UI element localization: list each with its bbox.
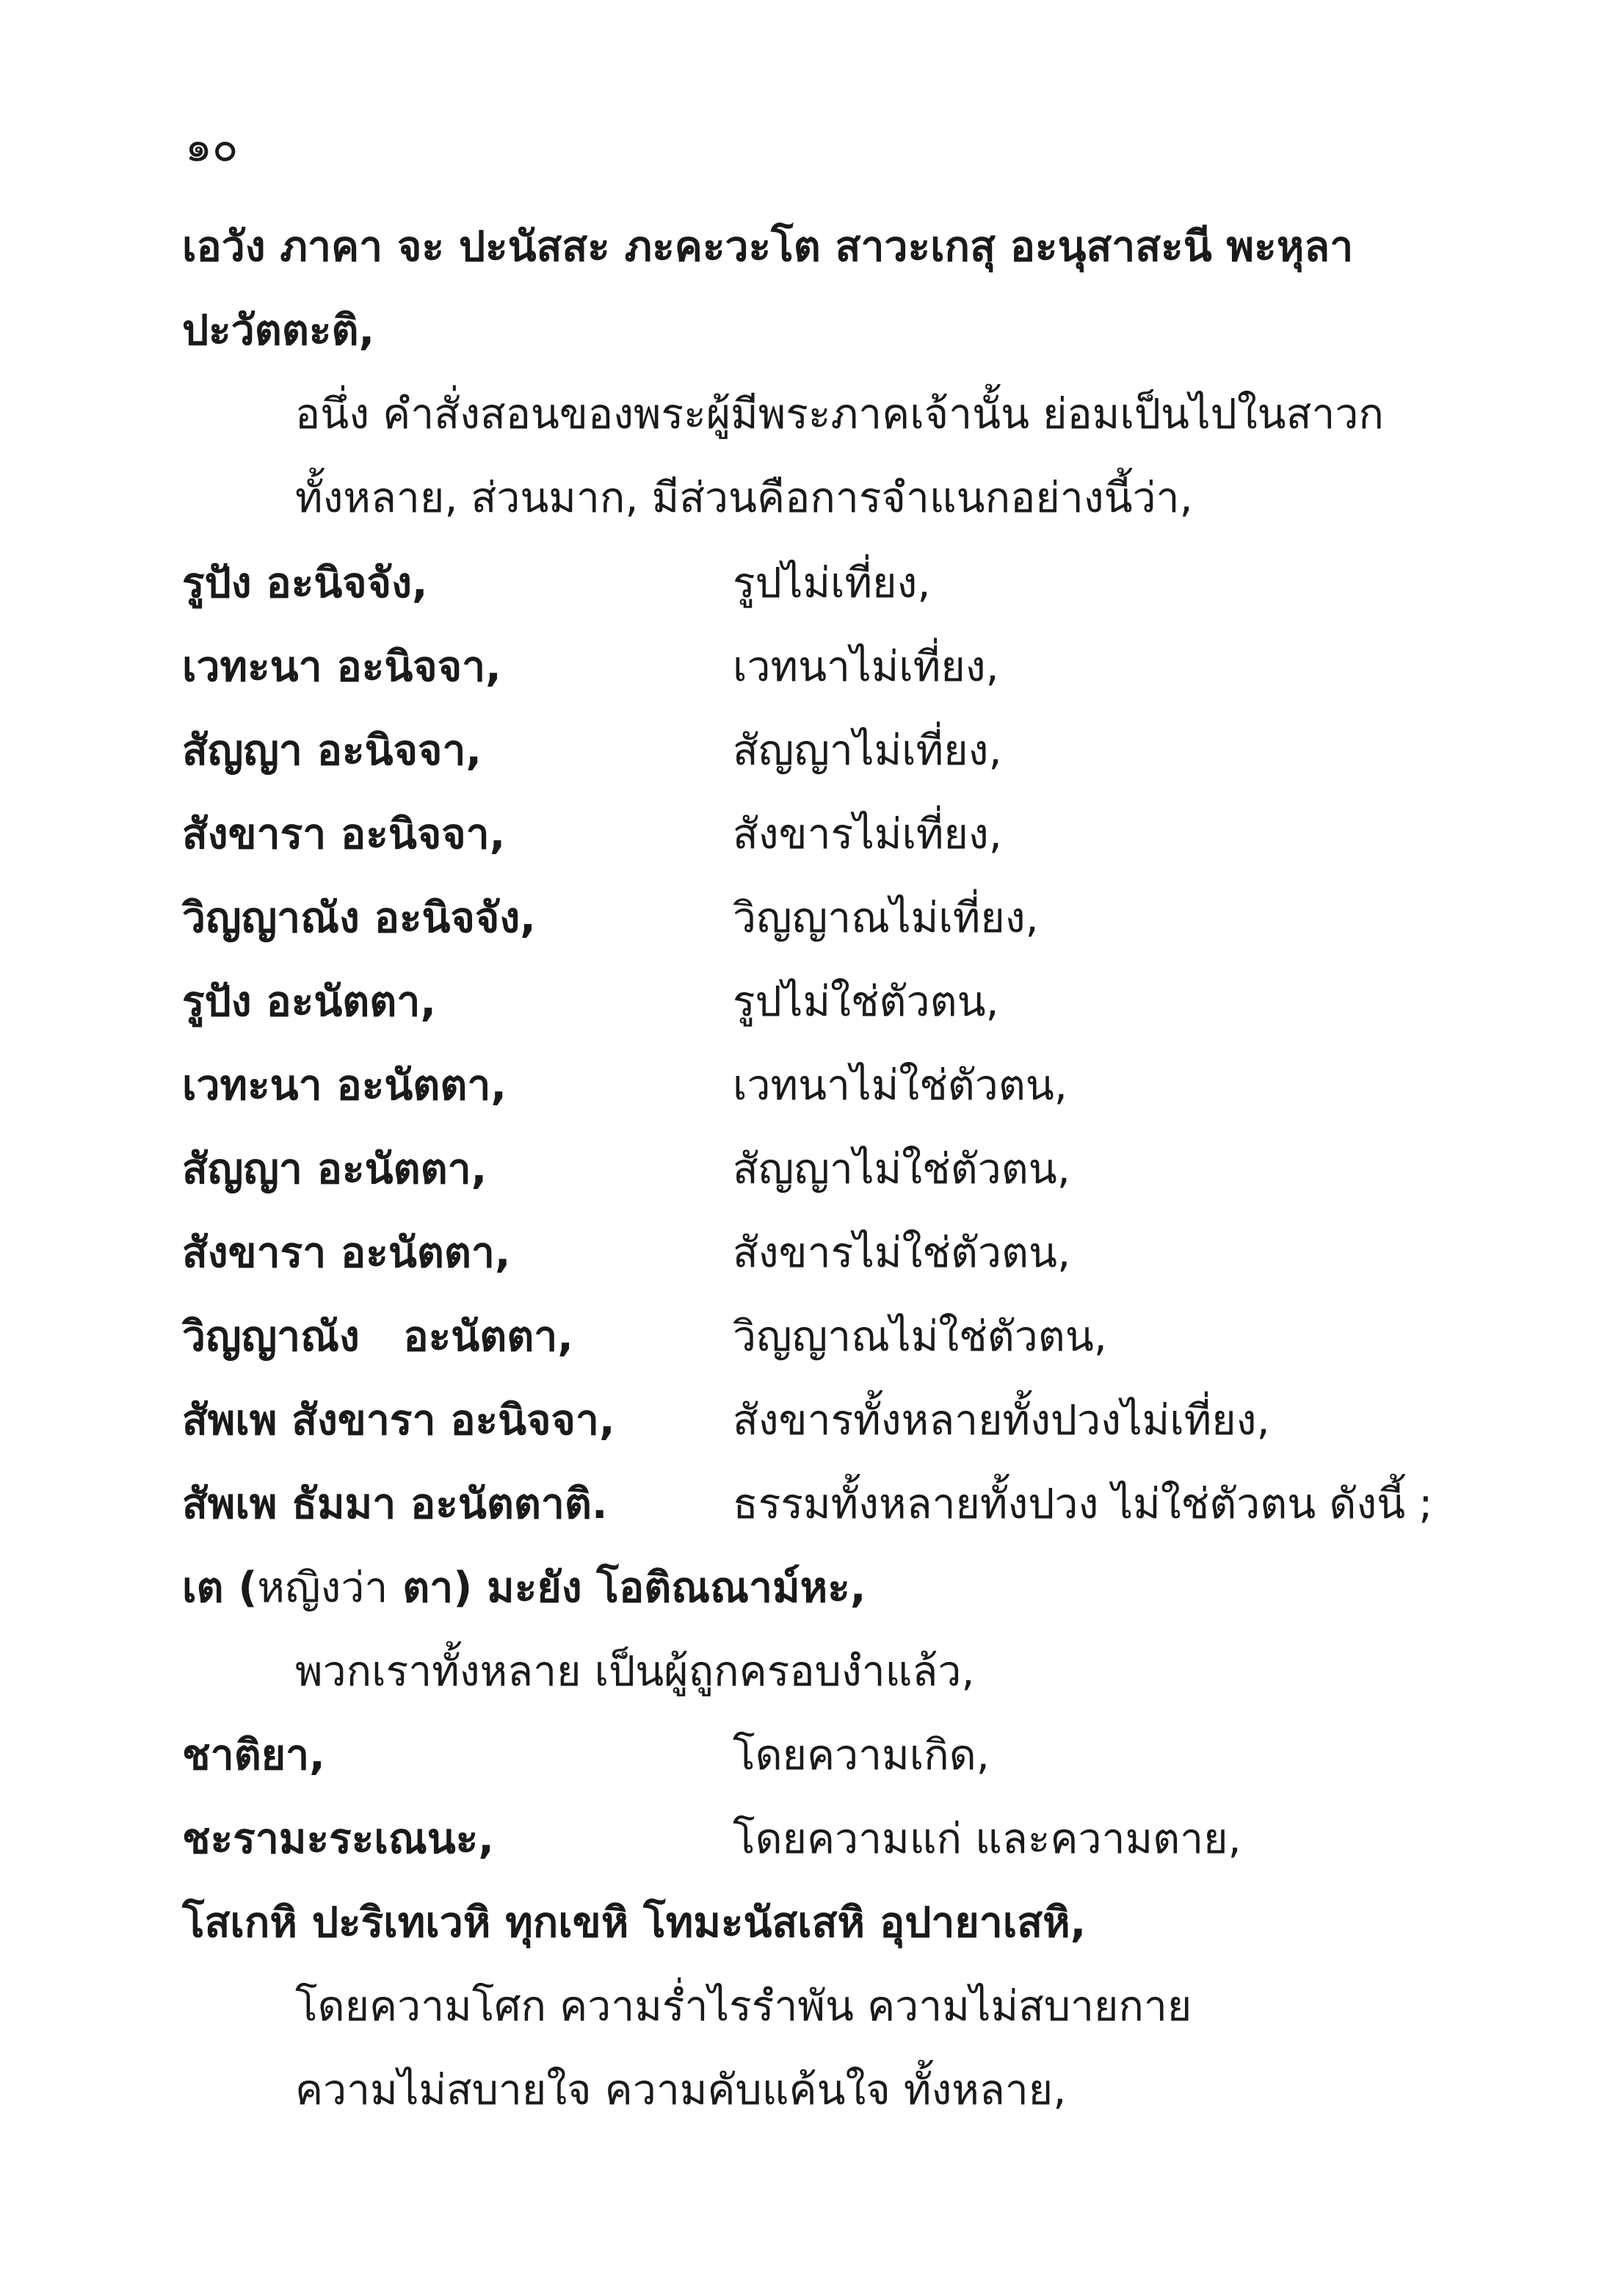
pali-text: เอวัง ภาคา จะ ปะนัสสะ ภะคะวะโต สาวะเกสุ อะนุสาสะนี พะหุลา xyxy=(182,223,1354,271)
pali-text xyxy=(182,1563,866,1613)
feminine-note: หญิงว่า xyxy=(257,1564,388,1612)
thai-translation: สัญญาไม่เที่ยง, xyxy=(733,726,1002,775)
pali-text: รูปัง อะนัตตา, xyxy=(182,977,436,1026)
thai-translation: รูปไม่ใช่ตัวตน, xyxy=(733,977,999,1026)
thai-translation: รูปไม่เที่ยง, xyxy=(733,559,931,607)
pali-text: สัญญา อะนิจจา, xyxy=(182,726,482,775)
pali-text: รูปัง อะนิจจัง, xyxy=(182,559,428,607)
pali-text: สังขารา อะนิจจา, xyxy=(182,810,506,859)
pali-fragment: ตา) มะยัง โอติณณาม์หะ, xyxy=(388,1564,866,1612)
page-number: ๑๐ xyxy=(185,121,239,171)
thai-translation: ธรรมทั้งหลายทั้งปวง ไม่ใช่ตัวตน ดังนี้ ; xyxy=(733,1480,1433,1528)
pali-text: วิญญาณัง อะนิจจัง, xyxy=(182,894,536,942)
pali-text: ชาติยา, xyxy=(182,1731,325,1779)
pali-fragment: เต ( xyxy=(182,1564,258,1612)
pali-text: เวทะนา อะนิจจา, xyxy=(182,643,501,691)
thai-translation: พวกเราทั้งหลาย เป็นผู้ถูกครอบงำแล้ว, xyxy=(295,1647,975,1696)
pali-text: สังขารา อะนัตตา, xyxy=(182,1229,511,1277)
thai-translation: สังขารไม่ใช่ตัวตน, xyxy=(733,1229,1071,1277)
pali-text: วิญญาณัง อะนัตตา, xyxy=(182,1312,573,1361)
thai-translation: สังขารทั้งหลายทั้งปวงไม่เที่ยง, xyxy=(733,1396,1270,1445)
thai-translation: เวทนาไม่เที่ยง, xyxy=(733,643,999,691)
thai-translation: โดยความโศก ความร่ำไรรำพัน ความไม่สบายกาย xyxy=(295,1982,1192,2031)
thai-translation: อนึ่ง คำสั่งสอนของพระผู้มีพระภาคเจ้านั้น ย่อมเป็นไปในสาวก xyxy=(295,390,1384,438)
thai-translation: โดยความแก่ และความตาย, xyxy=(733,1815,1241,1863)
thai-translation: ทั้งหลาย, ส่วนมาก, มีส่วนคือการจำแนกอย่างนี้ว่า, xyxy=(295,474,1193,522)
pali-text: สัพเพ ธัมมา อะนัตตาติ. xyxy=(182,1480,608,1528)
thai-translation: สัญญาไม่ใช่ตัวตน, xyxy=(733,1145,1070,1193)
thai-translation: สังขารไม่เที่ยง, xyxy=(733,810,1002,859)
pali-text: โสเกหิ ปะริเทเวหิ ทุกเขหิ โทมะนัสเสหิ อุปายาเสหิ, xyxy=(182,1898,1087,1947)
pali-text: สัพเพ สังขารา อะนิจจา, xyxy=(182,1396,615,1445)
pali-text: เวทะนา อะนัตตา, xyxy=(182,1061,507,1110)
thai-translation: โดยความเกิด, xyxy=(733,1731,990,1779)
thai-translation: เวทนาไม่ใช่ตัวตน, xyxy=(733,1061,1067,1110)
pali-text: สัญญา อะนัตตา, xyxy=(182,1145,487,1193)
thai-translation: วิญญาณไม่ใช่ตัวตน, xyxy=(733,1312,1107,1361)
pali-text: ชะรามะระเณนะ, xyxy=(182,1815,494,1863)
thai-translation: ความไม่สบายใจ ความคับแค้นใจ ทั้งหลาย, xyxy=(295,2066,1067,2114)
pali-text: ปะวัตตะติ, xyxy=(182,306,375,355)
thai-translation: วิญญาณไม่เที่ยง, xyxy=(733,894,1039,942)
